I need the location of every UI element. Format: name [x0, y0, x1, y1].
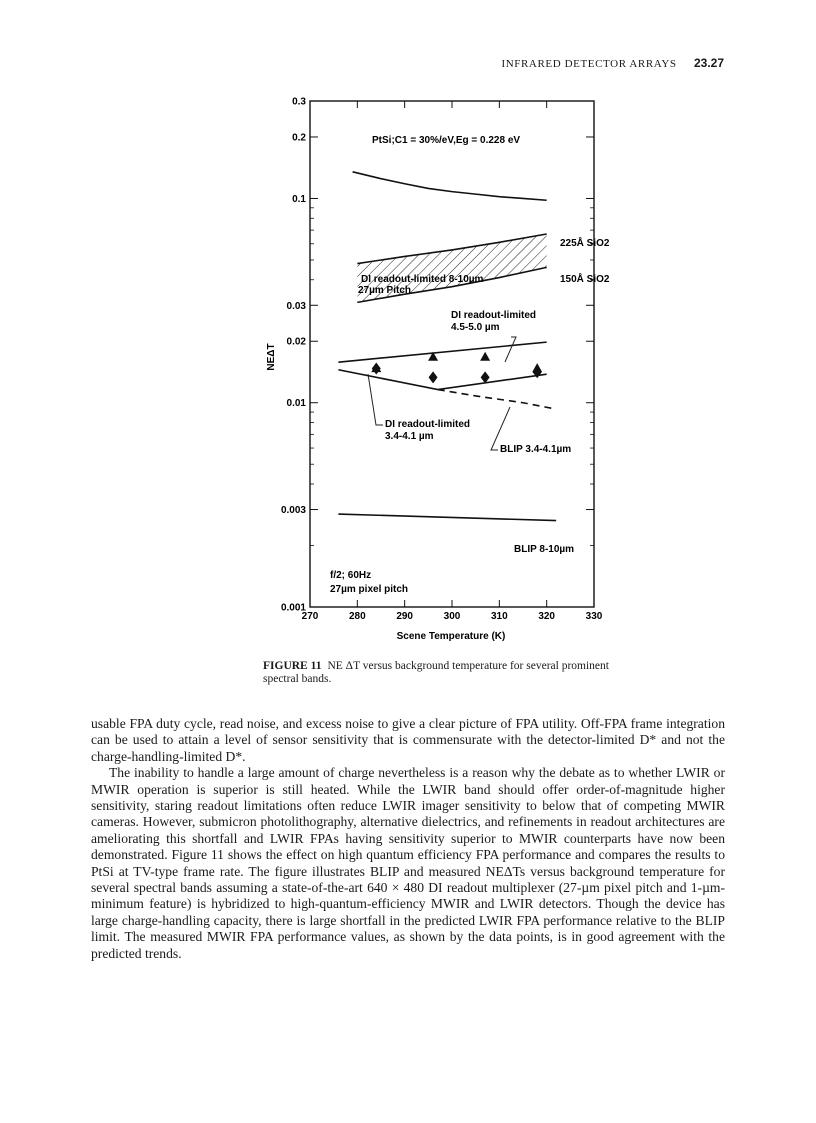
band-label-pitch: 27µm Pitch: [358, 285, 412, 296]
band-label: DI readout-limited 8-10µm: [361, 274, 484, 285]
series-line-3: [338, 342, 546, 362]
y-tick-label: 0.2: [292, 132, 306, 144]
figure-caption-text: NE ΔT versus background temperature for several prominent spectral bands.: [263, 660, 609, 685]
body-text: [91, 716, 725, 962]
chart-title: PtSi;C1 = 30%/eV,Eg = 0.228 eV: [372, 135, 521, 146]
series-line-0: [353, 172, 547, 200]
swir-leader: [368, 374, 383, 425]
running-title: INFRARED DETECTOR ARRAYS: [501, 58, 677, 70]
x-axis-label: Scene Temperature (K): [396, 631, 506, 642]
y-tick-label: 0.001: [280, 602, 306, 614]
paragraph-2: The inability to handle a large amount of charge nevertheless is a reason why the debate as to whether LWIR or MWIR operation is superior is still heated. While the LWIR band should offer order-of-magnitude higher sensitivity, staring readout limitations often reduce LWIR imager sensitivity to below that of competing MWIR cameras. However, submicron photolithography, alternative dielectrics, and refinements in readout architectures are ameliorating this shortfall and LWIR FPAs having sensitivity superior to MWIR counterparts have now been demonstrated. Figure 11 shows the effect on high quantum efficiency FPA performance and compares the results to PtSi at TV-type frame rate. The figure illustrates BLIP and measured NEΔTs versus background temperature for several spectral bands assuming a state-of-the-art 640 × 480 DI readout multiplexer (27-µm pixel pitch and 1-µm-minimum feature) is hybridized to high-quantum-efficiency MWIR and LWIR detectors. Though the device has large charge-handling capacity, there is large shortfall in the predicted LWIR FPA performance relative to the BLIP limit. The measured MWIR FPA performance values, as shown by the data points, is in good agreement with the predicted trends.: [91, 765, 725, 961]
condition-line1: f/2; 60Hz: [330, 570, 372, 581]
paragraph-1: usable FPA duty cycle, read noise, and excess noise to give a clear picture of FPA utility. Off-FPA frame integration can be used to attain a level of sensor sensitivity that is commensurate with the detector-limited D* and not the charge-handling-limited D*.: [91, 716, 725, 764]
y-tick-label: 0.3: [292, 96, 306, 108]
triangle-marker: [480, 352, 490, 361]
plot-frame: [310, 101, 594, 607]
figure-caption-label: FIGURE 11: [263, 660, 322, 672]
y-tick-label: 0.02: [286, 336, 306, 348]
blip-34-label: BLIP 3.4-4.1µm: [500, 444, 572, 455]
x-tick-label: 280: [348, 611, 366, 622]
figure-caption: [263, 660, 633, 686]
diamond-marker: [372, 363, 381, 375]
series-line-6: [338, 514, 556, 520]
x-tick-label: 300: [443, 611, 461, 622]
series-line-5: [438, 390, 556, 410]
oxide-150-label: 150Å SiO2: [560, 274, 610, 285]
mwir-label-line1: DI readout-limited: [451, 310, 537, 321]
mwir-leader: [505, 337, 516, 362]
blip-810-label: BLIP 8-10µm: [514, 544, 575, 555]
y-tick-label: 0.1: [292, 193, 306, 205]
swir-label-line2: 3.4-4.1 µm: [385, 431, 434, 442]
diamond-marker: [429, 371, 438, 383]
x-tick-label: 290: [396, 611, 414, 622]
x-tick-label: 310: [490, 611, 508, 622]
swir-label-line1: DI readout-limited: [385, 419, 471, 430]
y-tick-label: 0.03: [286, 300, 306, 312]
x-tick-label: 320: [538, 611, 556, 622]
page-number: 23.27: [693, 56, 724, 70]
mwir-label-line2: 4.5-5.0 µm: [451, 322, 500, 333]
y-axis-label: NEΔT: [266, 343, 277, 371]
x-tick-label: 270: [301, 611, 319, 622]
x-tick-label: 330: [585, 611, 603, 622]
y-tick-label: 0.003: [280, 505, 306, 517]
oxide-225-label: 225Å SiO2: [560, 238, 610, 249]
y-tick-label: 0.01: [286, 398, 306, 410]
condition-line2: 27µm pixel pitch: [330, 584, 409, 595]
